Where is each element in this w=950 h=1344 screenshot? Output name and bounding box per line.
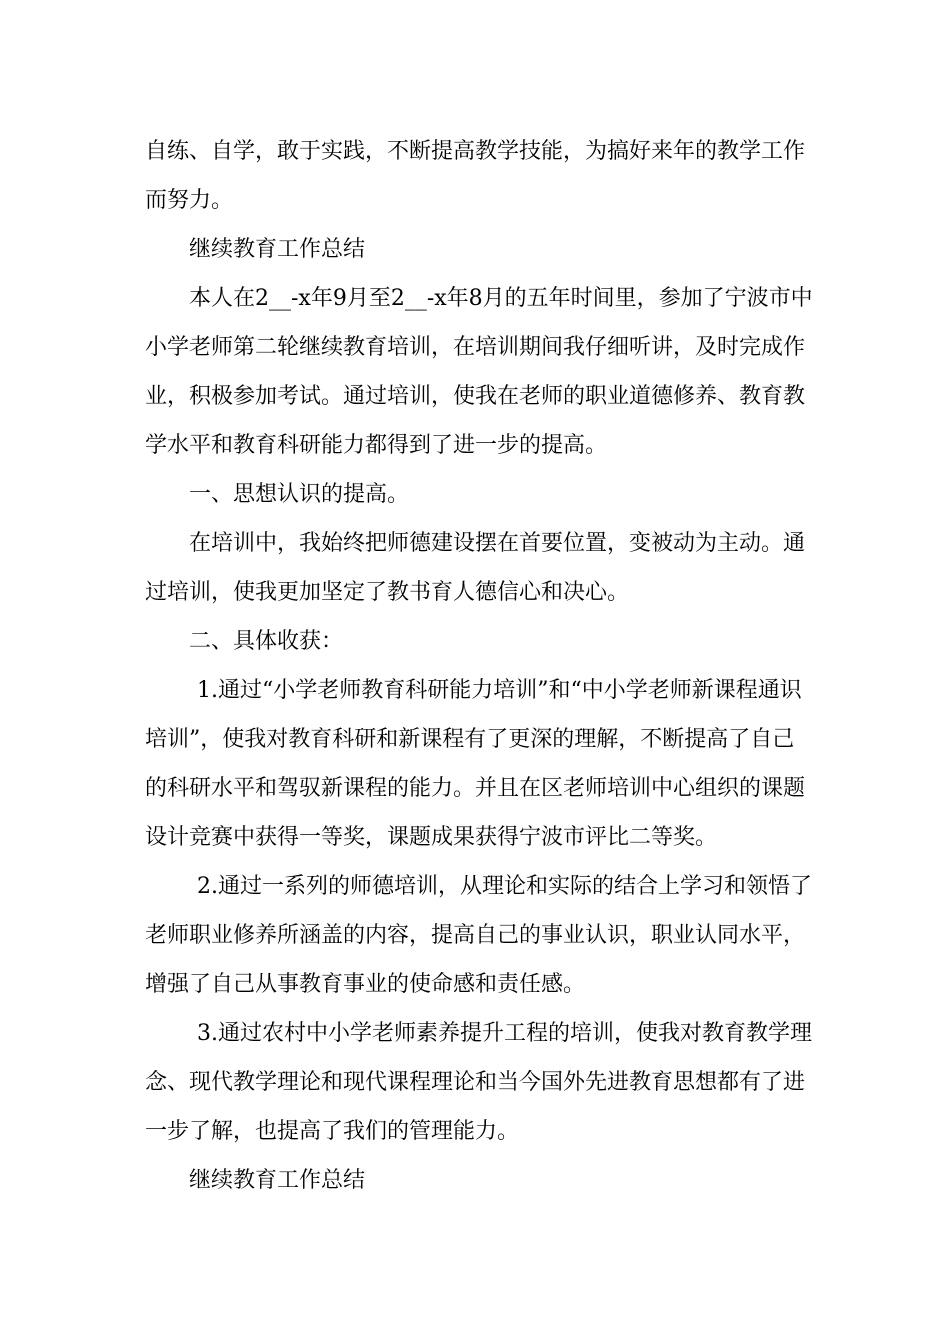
list-item-2: 2.通过一系列的师德培训，从理论和实际的结合上学习和领悟了老师职业修养所涵盖的内容，提高自己的事业认识，职业认同水平，增强了自己从事教育事业的使命感和责任感。 — [145, 874, 812, 997]
subheading-1: 一、思想认识的提高。 — [189, 482, 410, 507]
section-heading-2: 继续教育工作总结 — [189, 1168, 366, 1193]
list-item-1: 1.通过“小学老师教育科研能力培训”和“中小学老师新课程通识培训”，使我对教育科研和新课程有了更深的理解，不断提高了自己的科研水平和驾驭新课程的能力。并且在区老师培训中心组织的课题设计竞赛中获得一等奖，课题成果获得宁波市评比二等奖。 — [145, 678, 806, 850]
paragraph-thoughts: 在培训中，我始终把师德建设摆在首要位置，变被动为主动。通过培训，使我更加坚定了教书育人德信心和决心。 — [145, 531, 806, 605]
document-body — [145, 127, 815, 1205]
subheading-2: 二、具体收获： — [189, 629, 344, 654]
list-item-3: 3.通过农村中小学老师素养提升工程的培训，使我对教育教学理念、现代教学理论和现代课程理论和当今国外先进教育思想都有了进一步了解，也提高了我们的管理能力。 — [145, 1021, 812, 1144]
paragraph-continuation: 自练、自学，敢于实践，不断提高教学技能，为搞好来年的教学工作而努力。 — [145, 139, 806, 213]
paragraph-intro: 本人在2__-x年9月至2__-x年8月的五年时间里，参加了宁波市中小学老师第二轮继续教育培训，在培训期间我仔细听讲，及时完成作业，积极参加考试。通过培训，使我在老师的职业道德修养、教育教学水平和教育科研能力都得到了进一步的提高。 — [145, 286, 813, 458]
section-heading: 继续教育工作总结 — [189, 237, 366, 262]
